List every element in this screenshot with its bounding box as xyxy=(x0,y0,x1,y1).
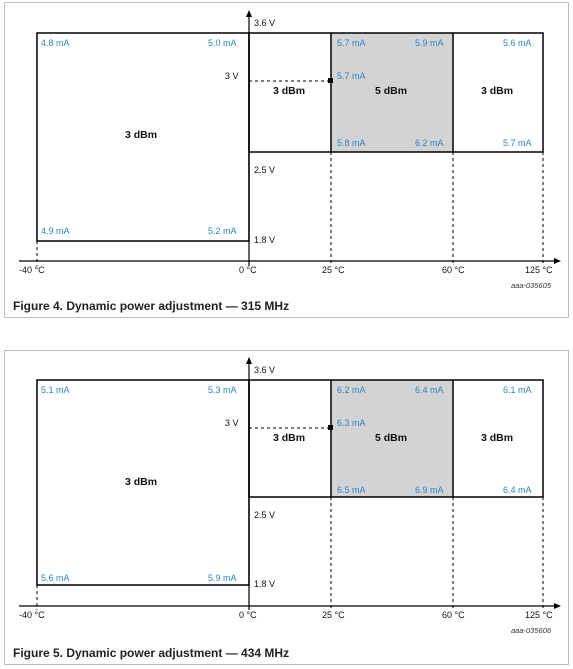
y-label-1-8v: 1.8 V xyxy=(254,579,276,589)
x-tick-125: 125 °C xyxy=(525,265,553,275)
current-r2-mid: 6.3 mA xyxy=(337,418,366,428)
x-tick-0: 0 °C xyxy=(239,610,257,620)
figure-4-panel xyxy=(4,2,569,318)
current-r2-br: 6.2 mA xyxy=(415,138,444,148)
y-axis-arrow xyxy=(246,357,252,364)
x-tick-0: 0 °C xyxy=(239,265,257,275)
current-r2-tr: 5.9 mA xyxy=(415,38,444,48)
y-label-1-8v: 1.8 V xyxy=(254,235,276,245)
current-left-tr: 5.0 mA xyxy=(208,38,237,48)
power-left: 3 dBm xyxy=(125,476,158,488)
power-region-2: 5 dBm xyxy=(375,432,408,444)
current-r2-tr: 6.4 mA xyxy=(415,385,444,395)
current-r2-bl: 5.8 mA xyxy=(337,138,366,148)
current-r2-mid: 5.7 mA xyxy=(337,71,366,81)
x-tick-25: 25 °C xyxy=(322,265,345,275)
x-tick-25: 25 °C xyxy=(322,610,345,620)
y-label-3-6v: 3.6 V xyxy=(254,18,276,28)
current-r3-br: 6.4 mA xyxy=(503,485,532,495)
x-tick-125: 125 °C xyxy=(525,610,553,620)
x-tick-minus40: -40 °C xyxy=(19,265,45,275)
figure-code: aaa-035606 xyxy=(511,626,552,635)
figure-5-panel xyxy=(4,350,569,665)
x-axis-arrow xyxy=(554,258,561,264)
x-tick-60: 60 °C xyxy=(442,610,465,620)
x-tick-60: 60 °C xyxy=(442,265,465,275)
y-label-3-6v: 3.6 V xyxy=(254,365,276,375)
current-left-tl: 4.8 mA xyxy=(41,38,70,48)
x-tick-minus40: -40 °C xyxy=(19,610,45,620)
current-r2-bl: 6.5 mA xyxy=(337,485,366,495)
y-label-3v: 3 V xyxy=(225,418,239,428)
current-r2-br: 6.9 mA xyxy=(415,485,444,495)
power-region-1: 3 dBm xyxy=(273,85,306,97)
figure-4-diagram xyxy=(5,3,568,317)
figure-code: aaa-035605 xyxy=(511,281,552,290)
power-region-3: 3 dBm xyxy=(481,432,514,444)
current-left-br: 5.9 mA xyxy=(208,573,237,583)
current-r2-tl: 6.2 mA xyxy=(337,385,366,395)
y-axis-arrow xyxy=(246,10,252,17)
x-axis-arrow xyxy=(554,603,561,609)
current-r3-tr: 6.1 mA xyxy=(503,385,532,395)
y-label-2-5v: 2.5 V xyxy=(254,510,276,520)
current-r3-tr: 5.6 mA xyxy=(503,38,532,48)
current-r3-br: 5.7 mA xyxy=(503,138,532,148)
power-region-3: 3 dBm xyxy=(481,85,514,97)
figure-5-diagram xyxy=(5,351,568,664)
current-left-bl: 4.9 mA xyxy=(41,226,70,236)
current-left-tr: 5.3 mA xyxy=(208,385,237,395)
power-region-1: 3 dBm xyxy=(273,432,306,444)
y-label-2-5v: 2.5 V xyxy=(254,165,276,175)
current-left-bl: 5.6 mA xyxy=(41,573,70,583)
power-region-2: 5 dBm xyxy=(375,85,408,97)
figure-caption: Figure 5. Dynamic power adjustment — 434 MHz xyxy=(13,646,290,660)
y-label-3v: 3 V xyxy=(225,71,239,81)
current-r2-tl: 5.7 mA xyxy=(337,38,366,48)
current-left-tl: 5.1 mA xyxy=(41,385,70,395)
power-left: 3 dBm xyxy=(125,129,158,141)
figure-caption: Figure 4. Dynamic power adjustment — 315 MHz xyxy=(13,299,290,313)
current-left-br: 5.2 mA xyxy=(208,226,237,236)
